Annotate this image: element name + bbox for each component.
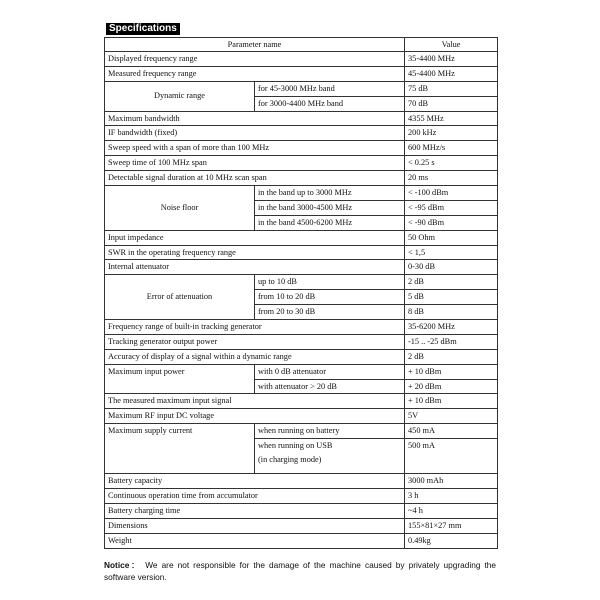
param-name: IF bandwidth (fixed): [105, 126, 405, 141]
table-row: [105, 66, 498, 81]
table-row: [105, 156, 498, 171]
table-row: [105, 52, 498, 67]
table-row: [105, 126, 498, 141]
param-value: 75 dB: [405, 81, 498, 96]
param-name: Maximum bandwidth: [105, 111, 405, 126]
param-value: 0-30 dB: [405, 260, 498, 275]
param-value: 3 h: [405, 489, 498, 504]
param-value: 2 dB: [405, 349, 498, 364]
param-condition: with attenuator > 20 dB: [255, 379, 405, 394]
param-name: Accuracy of display of a signal within a dynamic range: [105, 349, 405, 364]
param-value: 20 ms: [405, 171, 498, 186]
param-value: + 20 dBm: [405, 379, 498, 394]
table-row: [105, 364, 498, 379]
param-value: 3000 mAh: [405, 474, 498, 489]
header-param: Parameter name: [105, 38, 405, 52]
table-row: [105, 245, 498, 260]
param-condition: with 0 dB attenuator: [255, 364, 405, 379]
param-name: Dynamic range: [105, 81, 255, 111]
table-row: [105, 409, 498, 424]
param-value: 5 dB: [405, 290, 498, 305]
specifications-table: [104, 37, 498, 549]
table-row: [105, 171, 498, 186]
param-value: 600 MHz/s: [405, 141, 498, 156]
table-row: [105, 230, 498, 245]
param-condition: in the band 3000-4500 MHz: [255, 200, 405, 215]
param-name: Maximum supply current: [105, 424, 255, 474]
param-value: ~4 h: [405, 503, 498, 518]
param-value: 2 dB: [405, 275, 498, 290]
param-name: Displayed frequency range: [105, 52, 405, 67]
param-condition-line: when running on USB: [258, 441, 333, 451]
param-value: 5V: [405, 409, 498, 424]
param-name: Detectable signal duration at 10 MHz scan span: [105, 171, 405, 186]
table-row: [105, 489, 498, 504]
param-value: < -95 dBm: [405, 200, 498, 215]
param-value: 50 Ohm: [405, 230, 498, 245]
table-row: [105, 81, 498, 96]
param-condition-line: (in charging mode): [258, 455, 322, 465]
param-name: Battery capacity: [105, 474, 405, 489]
param-condition: [255, 439, 405, 474]
param-value: < -90 dBm: [405, 215, 498, 230]
param-condition: when running on battery: [255, 424, 405, 439]
table-row: [105, 320, 498, 335]
param-condition: from 20 to 30 dB: [255, 305, 405, 320]
table-row: [105, 518, 498, 533]
param-condition: in the band up to 3000 MHz: [255, 186, 405, 201]
param-name: Continuous operation time from accumulator: [105, 489, 405, 504]
table-row: [105, 141, 498, 156]
param-name: Frequency range of built-in tracking generator: [105, 320, 405, 335]
table-row: [105, 474, 498, 489]
header-value: Value: [405, 38, 498, 52]
table-row: [105, 503, 498, 518]
param-name: The measured maximum input signal: [105, 394, 405, 409]
param-name: Dimensions: [105, 518, 405, 533]
param-name: Battery charging time: [105, 503, 405, 518]
table-row: [105, 111, 498, 126]
param-condition: in the band 4500-6200 MHz: [255, 215, 405, 230]
table-row: [105, 533, 498, 548]
param-value: + 10 dBm: [405, 364, 498, 379]
param-value: < 0.25 s: [405, 156, 498, 171]
param-name: Measured frequency range: [105, 66, 405, 81]
param-name: Tracking generator output power: [105, 334, 405, 349]
param-name: Maximum RF input DC voltage: [105, 409, 405, 424]
param-value: 155×81×27 mm: [405, 518, 498, 533]
param-condition: for 45-3000 MHz band: [255, 81, 405, 96]
param-name: SWR in the operating frequency range: [105, 245, 405, 260]
param-name: Error of attenuation: [105, 275, 255, 320]
param-name: Sweep speed with a span of more than 100 MHz: [105, 141, 405, 156]
param-value: 0.49kg: [405, 533, 498, 548]
param-value: 500 mA: [405, 439, 498, 474]
notice-text: [104, 559, 496, 583]
param-value: 200 kHz: [405, 126, 498, 141]
param-value: 70 dB: [405, 96, 498, 111]
param-value: 8 dB: [405, 305, 498, 320]
param-value: 35-6200 MHz: [405, 320, 498, 335]
param-value: -15 .. -25 dBm: [405, 334, 498, 349]
param-value: < 1,5: [405, 245, 498, 260]
param-value: 35-4400 MHz: [405, 52, 498, 67]
param-name: Weight: [105, 533, 405, 548]
table-row: [105, 394, 498, 409]
table-row: [105, 334, 498, 349]
param-name: Maximum input power: [105, 364, 255, 394]
param-condition: up to 10 dB: [255, 275, 405, 290]
param-name: Noise floor: [105, 186, 255, 231]
param-value: + 10 dBm: [405, 394, 498, 409]
table-row: [105, 424, 498, 439]
notice-label: Notice：: [104, 560, 142, 570]
table-row: [105, 275, 498, 290]
param-condition: for 3000-4400 MHz band: [255, 96, 405, 111]
table-row: [105, 260, 498, 275]
table-row: [105, 186, 498, 201]
param-value: 450 mA: [405, 424, 498, 439]
table-row: [105, 349, 498, 364]
param-condition: from 10 to 20 dB: [255, 290, 405, 305]
param-value: 45-4400 MHz: [405, 66, 498, 81]
notice-body: We are not responsible for the damage of the machine caused by privately upgrading the software version.: [104, 560, 497, 582]
param-value: < -100 dBm: [405, 186, 498, 201]
param-name: Sweep time of 100 MHz span: [105, 156, 405, 171]
section-title: Specifications: [106, 23, 180, 35]
param-value: 4355 MHz: [405, 111, 498, 126]
param-name: Input impedance: [105, 230, 405, 245]
table-header-row: [105, 38, 498, 52]
param-name: Internal attenuator: [105, 260, 405, 275]
